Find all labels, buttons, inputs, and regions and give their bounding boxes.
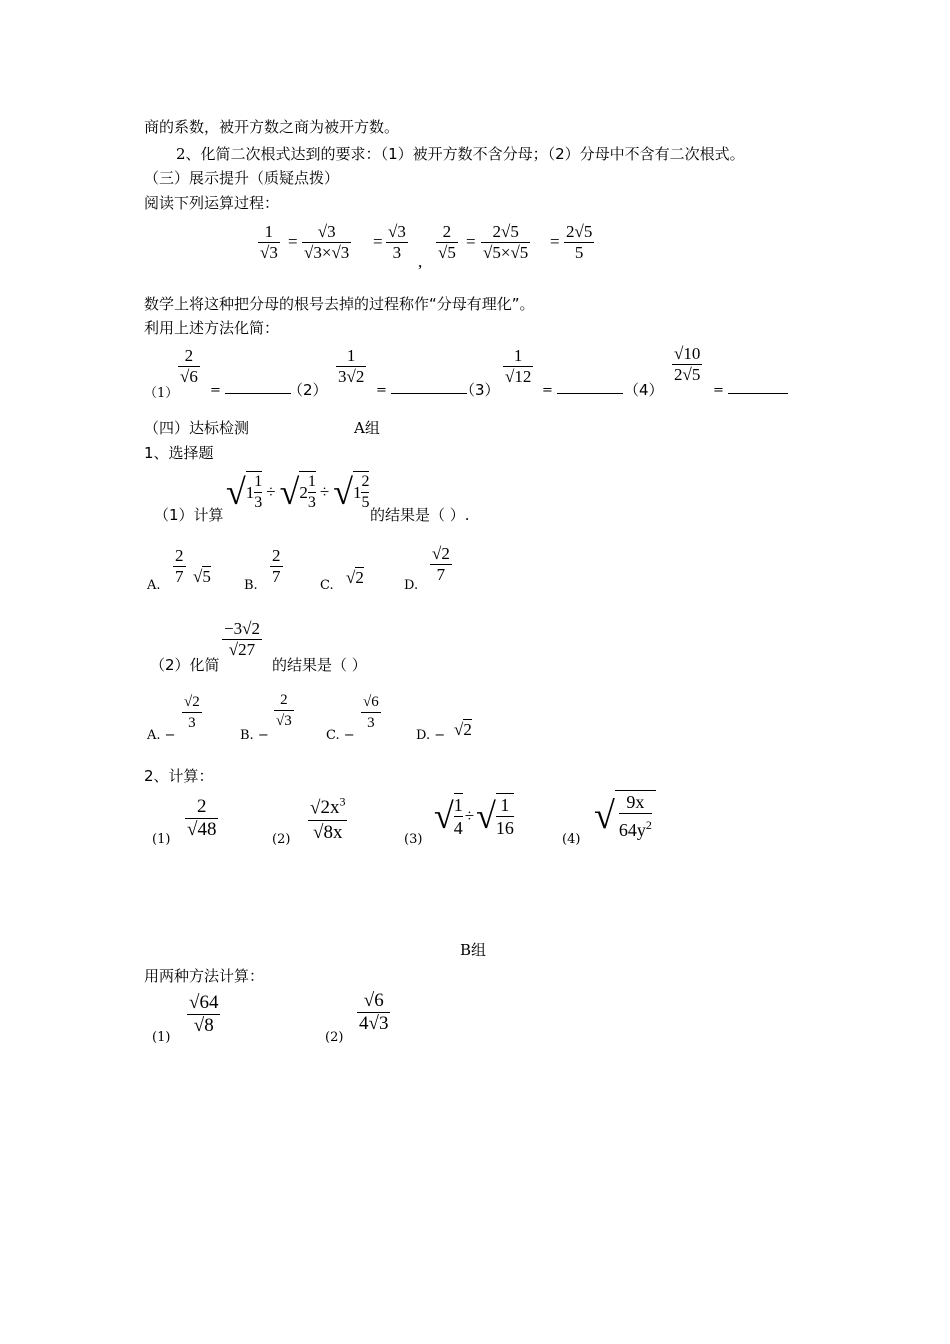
- radical-sign: √: [333, 472, 353, 512]
- q2-fraction: −3√2 √27: [224, 619, 260, 659]
- equals-sign: =: [288, 232, 298, 251]
- practice-fraction: √10 2√5: [674, 344, 701, 384]
- practice-equals: =: [210, 383, 291, 398]
- q2-label: （2）化简: [150, 656, 220, 674]
- requirement-2: （2）分母中不含有二次根式。: [547, 145, 745, 163]
- eq1-fraction-b: √3 √3×√3: [304, 222, 350, 262]
- practice-label: （1）: [144, 386, 179, 401]
- section-4-heading: （四）达标检测: [144, 419, 250, 437]
- practice-label: （3）: [460, 381, 500, 399]
- q1-suffix: 的结果是（ ）.: [370, 506, 470, 524]
- practice-label: （2）: [288, 381, 328, 399]
- requirement-1: （1）被开方数不含分母；: [380, 145, 548, 163]
- practice-fraction: 2 √6: [180, 346, 198, 386]
- section-3-heading: （三）展示提升（质疑点拨）: [144, 169, 340, 187]
- q1-expression: √ 1 1 3 ÷ √ 2 1 3 ÷ √ 1 2 5: [226, 468, 369, 518]
- rationalization-note: 数学上将这种把分母的根号去掉的过程称作“分母有理化”。: [144, 295, 535, 313]
- group-b-title: 用两种方法计算：: [144, 967, 265, 985]
- q1-label: （1）计算: [154, 506, 224, 524]
- intro-line-2: [176, 144, 745, 164]
- group-b-heading: B组: [460, 941, 487, 959]
- use-method-instruction: 利用上述方法化简：: [144, 319, 280, 337]
- equals-sign: =: [550, 232, 560, 251]
- equals-sign: =: [466, 232, 476, 251]
- intro-line-2-number: 2、: [176, 145, 201, 163]
- radical-sign: √: [279, 472, 300, 512]
- intro-line-1: 商的系数，被开方数之商为被开方数。: [144, 118, 400, 136]
- eq1-fraction-c: √3 3: [388, 222, 406, 262]
- equals-sign: =: [373, 232, 383, 251]
- eq2-fraction-a: 2 √5: [438, 222, 456, 262]
- q2-suffix: 的结果是（ ）: [272, 656, 367, 674]
- practice-label: （4）: [624, 381, 664, 399]
- choice-questions-title: 1、选择题: [144, 444, 214, 462]
- practice-fraction: 1 3√2: [338, 346, 365, 386]
- calc-title: 2、计算：: [144, 767, 214, 785]
- eq1-fraction-a: 1 √3: [260, 222, 278, 262]
- intro-line-2-text: 化简二次根式达到的要求：: [200, 145, 381, 163]
- practice-equals: =: [542, 383, 623, 398]
- eq2-fraction-b: 2√5 √5×√5: [483, 222, 529, 262]
- practice-equals: =: [376, 383, 467, 398]
- comma: ,: [418, 252, 423, 271]
- practice-fraction: 1 √12: [505, 346, 532, 386]
- eq2-fraction-c: 2√5 5: [566, 222, 593, 262]
- read-instruction: 阅读下列运算过程：: [144, 194, 280, 212]
- practice-equals: =: [713, 383, 788, 398]
- group-a-heading: A组: [354, 419, 380, 437]
- radical-sign: √: [226, 472, 246, 512]
